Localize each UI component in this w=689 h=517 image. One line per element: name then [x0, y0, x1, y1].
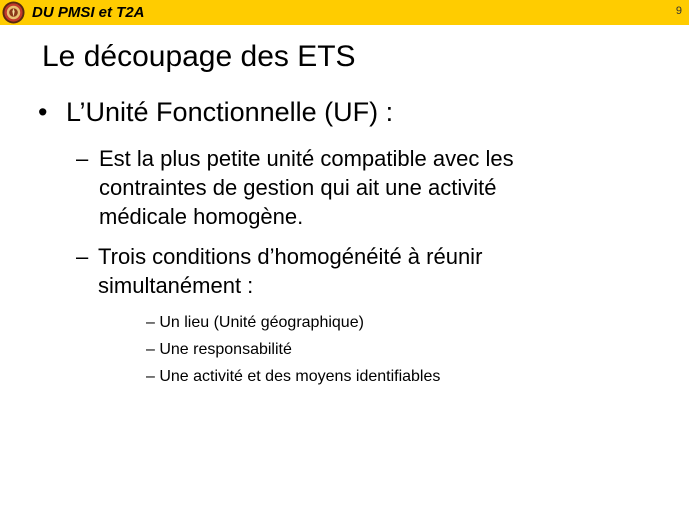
slide-title: Le découpage des ETS [42, 40, 356, 73]
sub-item-line: contraintes de gestion qui ait une activité [99, 175, 497, 200]
condition-item: – Une activité et des moyens identifiables [146, 368, 441, 385]
condition-item: – Un lieu (Unité géographique) [146, 314, 364, 331]
dash-marker: – [76, 146, 89, 171]
bullet-marker: • [38, 97, 48, 127]
dash-marker: – [76, 244, 89, 269]
main-bullet-text: L’Unité Fonctionnelle (UF) : [66, 97, 394, 127]
sub-item-line: simultanément : [98, 273, 254, 298]
condition-item: – Une responsabilité [146, 341, 292, 358]
main-bullet [38, 96, 393, 129]
header-bar [0, 0, 689, 25]
sub-item-line: Est la plus petite unité compatible avec les [99, 146, 514, 171]
sub-item-line: médicale homogène. [99, 204, 304, 229]
sub-item-line: Trois conditions d’homogénéité à réunir [98, 244, 483, 269]
page-number: 9 [675, 5, 682, 17]
sub-item-conditions [76, 242, 482, 300]
sub-item-definition [76, 144, 514, 231]
university-seal-icon [2, 1, 25, 24]
course-title: DU PMSI et T2A [32, 4, 145, 21]
